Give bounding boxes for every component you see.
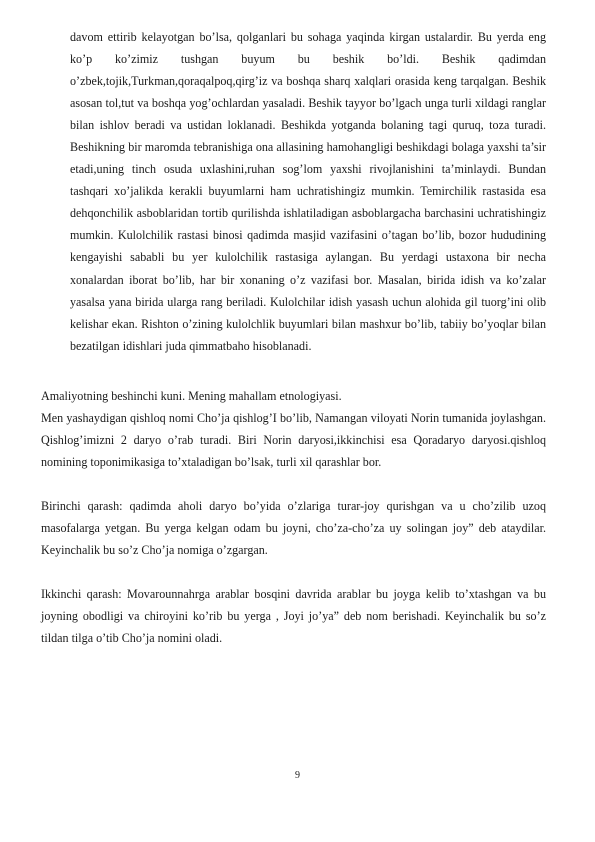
paragraph-rishton-crafts: davom ettirib kelayotgan bo’lsa, qolganlari bu sohaga yaqinda kirgan ustalardir. Bu yerda eng ko’p ko’zimiz tushgan buyum bu beshik bo’ldi. Beshik qadimdan o’zbek,tojik,Turkman,qoraqalpoq,qirg’iz va boshqa sharq xalqlari orasida keng tarqalgan. Beshik asosan tol,tut va boshqa yog’ochlardan yasaladi. Beshik tayyor bo’lgach unga turli xildagi ranglar bilan ishlov beradi va ustidan loklanadi. Beshikda yotganda bolaning tagi quruq, toza turadi. Beshikning bir maromda tebranishiga ona allasining hamohangligi beshikdagi bolaga yaxshi ta’sir etadi,uning tinch osuda uxlashini,ruhan sog’lom yaxshi rivojlanishini ta’minlaydi. Bundan tashqari xo’jalikda kerakli buyumlarni ham uchratishingiz mumkin. Temirchilik rastasida esa dehqonchilik asboblaridan tortib qurilishda ishlatiladigan asboblargacha barchasini uchratishingiz mumkin. Kulolchilik rastasi binosi qadimda masjid vazifasini o’tagan bo’lib, bozor hududining kengayishi sababli bu yer kulolchilik rastasiga aylangan. Bu yerdagi ustaxona bir necha xonalardan iborat bo’lib, har bir xonaning o’z vazifasi bor. Masalan, birida idish va ko’zalar yasalsa yana birida ularga rang beriladi. Kulolchilar idish yasash uchun alohida gil tuorg’ini olib kelishar ekan. Rishton o’zining kulolchlik buyumlari bilan mashxur bo’lib, tabiiy bo’yoqlar bilan bezatilgan idishlari juda qimmatbaho hisoblanadi. (70, 30, 546, 353)
page-number: 9 (295, 770, 300, 781)
section-heading-day-five: Amaliyotning beshinchi kuni. Mening mahallam etnologiyasi. (41, 389, 342, 403)
paragraph-village-intro: Men yashaydigan qishloq nomi Cho’ja qishlog’I bo’lib, Namangan viloyati Norin tumanida joylashgan. Qishlog’imizni 2 daryo o’rab turadi. Biri Norin daryosi,ikkinchisi esa Qoradaryo daryosi.qishloq nomining toponimikasiga to’xtaladigan bo’lsak, turli xil qarashlar bor. (41, 411, 546, 470)
paragraph-first-view: Birinchi qarash: qadimda aholi daryo bo’yida o’zlariga turar-joy qurishgan va u cho’zilib uzoq masofalarga yetgan. Bu yerga kelgan odam bu joyni, cho’za-cho’za uy solingan joy” deb ataydilar. Keyinchalik bu so’z Cho’ja nomiga o’zgargan. (41, 499, 546, 558)
paragraph-second-view: Ikkinchi qarash: Movarounnahrga arablar bosqini davrida arablar bu joyga kelib to’xtashgan va bu joyning obodligi va chiroyini ko’rib bu yerga , Joyi jo’ya” deb nom berishadi. Keyinchalik bu so’z tildan tilga o’tib Cho’ja nomini oladi. (41, 587, 546, 646)
